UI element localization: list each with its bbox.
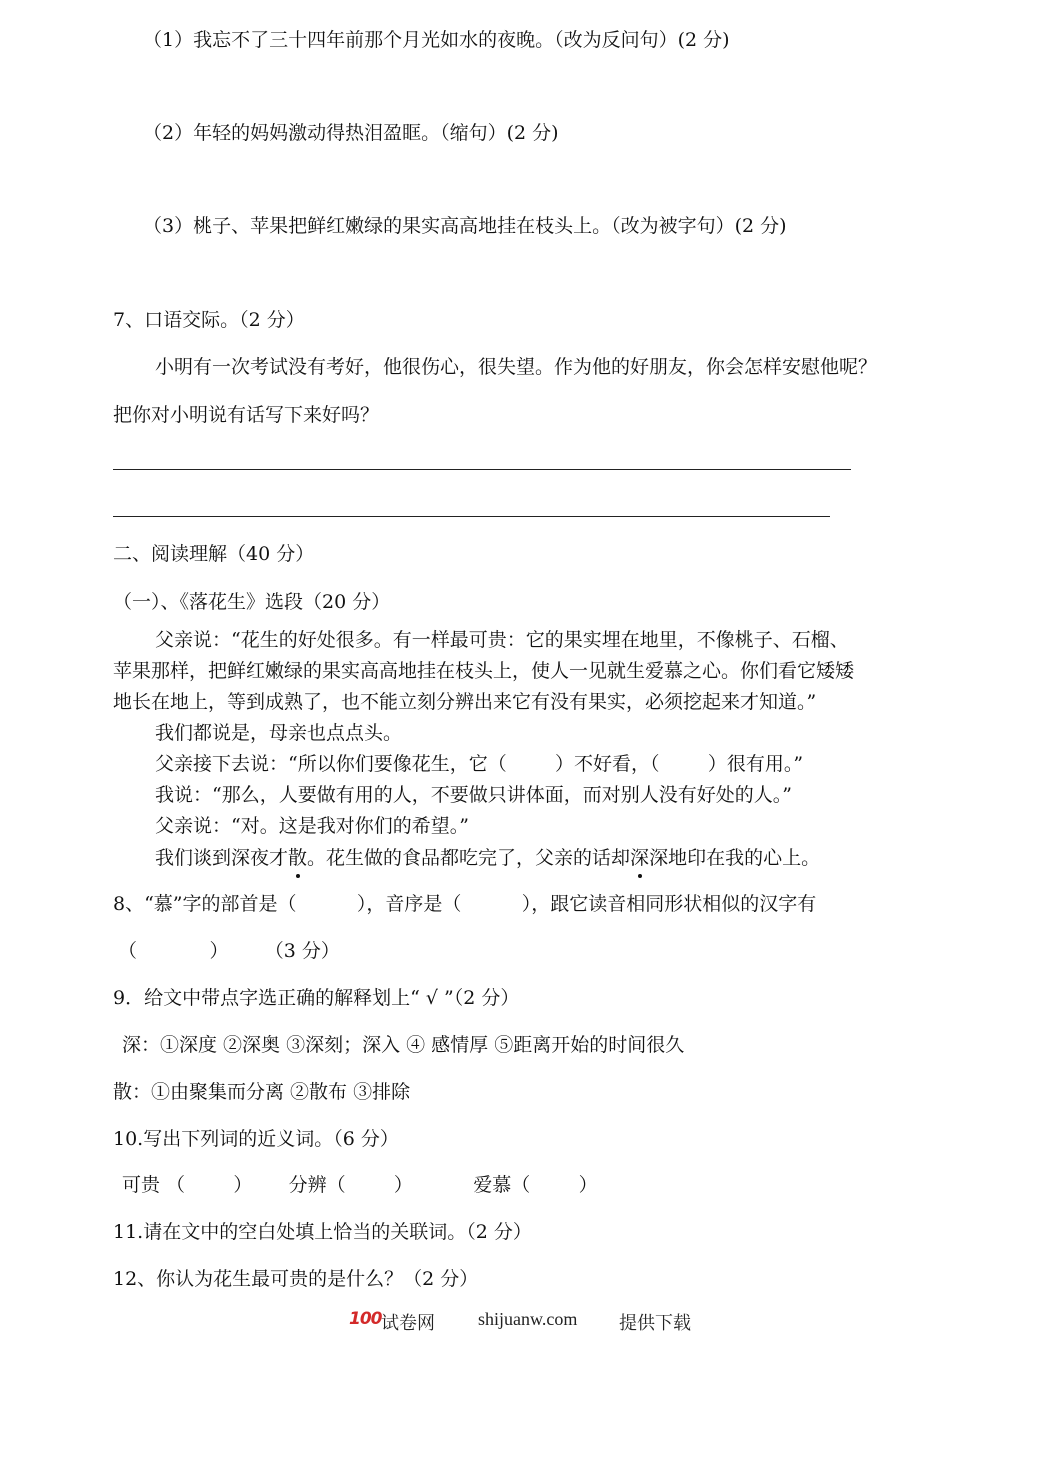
passage-line-8-part-3: 深地印在我的心上。 — [649, 847, 821, 869]
site-logo: 100 — [349, 1309, 382, 1329]
page-footer — [0, 1307, 1044, 1337]
question-8: 8、“慕”字的部首是（ ），音序是（ ），跟它读音相同形状相似的汉字有 — [113, 893, 817, 915]
passage-line-8 — [155, 845, 820, 871]
question-7-prompt-line-2: 把你对小明说有话写下来好吗？ — [113, 404, 380, 426]
answer-line-2[interactable] — [113, 516, 830, 517]
passage-line-4: 我们都说是，母亲也点点头。 — [155, 722, 403, 744]
site-name: 试卷网 — [381, 1313, 435, 1334]
section-2-heading: 二、阅读理解（40 分） — [113, 543, 315, 565]
question-6-2: （2）年轻的妈妈激动得热泪盈眶。（缩句）(2 分) — [143, 122, 559, 144]
question-9: 9．给文中带点字选正确的解释划上“ √ ”（2 分） — [113, 987, 520, 1009]
question-10-blanks: 可贵 （ ） 分辨（ ） 爱慕（ ） — [122, 1174, 598, 1196]
passage-line-7: 父亲说：“对。这是我对你们的希望。” — [155, 815, 469, 837]
dotted-char-san: 散 — [288, 847, 308, 869]
passage-line-6: 我说：“那么，人要做有用的人，不要做只讲体面，而对别人没有好处的人。” — [155, 784, 792, 806]
dotted-char-shen: 深 — [630, 847, 650, 869]
question-9-options-shen: 深：①深度 ②深奥 ③深刻；深入 ④ 感情厚 ⑤距离开始的时间很久 — [122, 1034, 685, 1056]
passage-line-5: 父亲接下去说：“所以你们要像花生，它（ ）不好看，（ ）很有用。” — [155, 753, 804, 775]
passage-line-8-part-1: 我们谈到深夜才 — [155, 847, 289, 869]
passage-line-3: 地长在地上，等到成熟了，也不能立刻分辨出来它有没有果实，必须挖起来才知道。” — [113, 691, 817, 713]
answer-line-1[interactable] — [113, 469, 851, 470]
download-note: 提供下载 — [619, 1313, 691, 1334]
question-7-heading: 7、口语交际。（2 分） — [113, 309, 305, 331]
passage-line-1: 父亲说：“花生的好处很多。有一样最可贵：它的果实埋在地里，不像桃子、石榴、 — [155, 629, 849, 651]
question-12: 12、你认为花生最可贵的是什么？（2 分） — [113, 1268, 479, 1290]
passage-title: （一）、《落花生》选段（20 分） — [113, 591, 391, 613]
question-11: 11.请在文中的空白处填上恰当的关联词。（2 分） — [113, 1221, 532, 1243]
site-domain: shijuanw.com — [478, 1309, 578, 1329]
passage-line-2: 苹果那样，把鲜红嫩绿的果实高高地挂在枝头上，使人一见就生爱慕之心。你们看它矮矮 — [113, 660, 855, 682]
question-9-options-san: 散：①由聚集而分离 ②散布 ③排除 — [113, 1081, 411, 1103]
question-8-answer-blank: （ ） （3 分） — [118, 940, 340, 962]
question-7-prompt-line-1: 小明有一次考试没有考好，他很伤心，很失望。作为他的好朋友，你会怎样安慰他呢？ — [155, 356, 878, 378]
question-10: 10.写出下列词的近义词。（6 分） — [113, 1128, 399, 1150]
question-6-1: （1）我忘不了三十四年前那个月光如水的夜晚。（改为反问句）(2 分) — [143, 29, 730, 51]
question-6-3: （3）桃子、苹果把鲜红嫩绿的果实高高地挂在枝头上。（改为被字句）(2 分) — [143, 215, 787, 237]
passage-line-8-part-2: 。花生做的食品都吃完了，父亲的话却 — [307, 847, 631, 869]
